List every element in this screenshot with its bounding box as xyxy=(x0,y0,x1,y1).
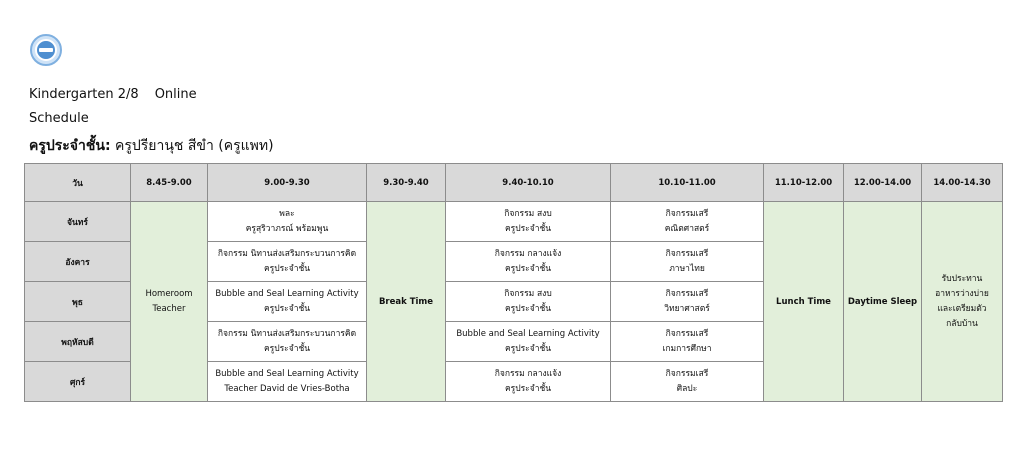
activity-subject: เกมการศึกษา xyxy=(662,343,712,354)
header-row xyxy=(25,164,1003,202)
teacher-line xyxy=(29,135,274,157)
activity-teacher: Teacher David de Vries-Botha xyxy=(224,383,350,394)
activity-teacher: ครูประจำชั้น xyxy=(263,263,311,274)
homeroom-cell xyxy=(131,202,208,402)
column-header-day: วัน xyxy=(25,164,131,202)
activity-cell xyxy=(208,282,367,322)
table-row xyxy=(25,202,1003,242)
day-cell: อังคาร xyxy=(25,242,131,282)
snack-line: และเตรียมตัว xyxy=(937,303,987,314)
activity-teacher: ครูประจำชั้น xyxy=(504,263,552,274)
lunch-time-cell: Lunch Time xyxy=(764,202,844,402)
schedule-label: Schedule xyxy=(29,111,89,126)
activity-teacher: ครูประจำชั้น xyxy=(504,223,552,234)
class-mode: Online xyxy=(154,87,197,102)
column-header-time: 11.10-12.00 xyxy=(764,164,844,202)
activity-name: กิจกรรม กลางแจ้ง xyxy=(494,248,562,259)
teacher-label: ครูประจำชั้น: xyxy=(29,138,111,154)
activity-name: กิจกรรม สงบ xyxy=(504,288,552,299)
activity-cell xyxy=(611,242,764,282)
activity-subject: ภาษาไทย xyxy=(669,263,705,274)
activity-name: Bubble and Seal Learning Activity xyxy=(215,368,359,379)
activity-cell xyxy=(446,242,611,282)
teacher-name: ครูปรียานุช สีขำ (ครูแพท) xyxy=(110,138,274,154)
activity-cell xyxy=(208,362,367,402)
activity-subject: ศิลปะ xyxy=(676,383,698,394)
snack-line: รับประทาน xyxy=(941,273,983,284)
activity-subject: วิทยาศาสตร์ xyxy=(664,303,710,314)
activity-name: พละ xyxy=(279,208,295,219)
activity-cell xyxy=(611,362,764,402)
day-cell: พุธ xyxy=(25,282,131,322)
activity-cell xyxy=(446,322,611,362)
activity-name: กิจกรรมเสรี xyxy=(665,328,709,339)
homeroom-line: Teacher xyxy=(152,303,186,314)
column-header-time: 10.10-11.00 xyxy=(611,164,764,202)
activity-teacher: ครูประจำชั้น xyxy=(263,303,311,314)
column-header-time: 14.00-14.30 xyxy=(922,164,1003,202)
snack-line: กลับบ้าน xyxy=(946,318,978,329)
schedule-table xyxy=(24,163,1003,402)
activity-cell xyxy=(208,242,367,282)
column-header-time: 9.40-10.10 xyxy=(446,164,611,202)
activity-cell xyxy=(208,322,367,362)
activity-name: กิจกรรม กลางแจ้ง xyxy=(494,368,562,379)
column-header-time: 8.45-9.00 xyxy=(131,164,208,202)
activity-name: กิจกรรม นิทานส่งเสริมกระบวนการคิด xyxy=(217,248,357,259)
activity-cell xyxy=(611,202,764,242)
activity-cell xyxy=(611,282,764,322)
activity-name: กิจกรรม นิทานส่งเสริมกระบวนการคิด xyxy=(217,328,357,339)
activity-teacher: ครูประจำชั้น xyxy=(504,303,552,314)
school-seal-icon xyxy=(35,39,57,61)
activity-cell xyxy=(446,282,611,322)
column-header-time: 12.00-14.00 xyxy=(844,164,922,202)
activity-name: กิจกรรมเสรี xyxy=(665,208,709,219)
column-header-time: 9.00-9.30 xyxy=(208,164,367,202)
activity-name: กิจกรรมเสรี xyxy=(665,288,709,299)
activity-name: กิจกรรมเสรี xyxy=(665,368,709,379)
activity-cell xyxy=(446,362,611,402)
column-header-time: 9.30-9.40 xyxy=(367,164,446,202)
activity-cell xyxy=(446,202,611,242)
class-name: Kindergarten 2/8 xyxy=(29,87,139,102)
school-logo xyxy=(30,34,62,66)
activity-teacher: ครูประจำชั้น xyxy=(504,343,552,354)
activity-subject: คณิตศาสตร์ xyxy=(664,223,710,234)
activity-name: Bubble and Seal Learning Activity xyxy=(456,328,600,339)
daytime-sleep-cell: Daytime Sleep xyxy=(844,202,922,402)
activity-name: กิจกรรม สงบ xyxy=(504,208,552,219)
snack-line: อาหารว่างบ่าย xyxy=(935,288,989,299)
break-time-cell: Break Time xyxy=(367,202,446,402)
day-cell: ศุกร์ xyxy=(25,362,131,402)
day-cell: จันทร์ xyxy=(25,202,131,242)
homeroom-line: Homeroom xyxy=(145,288,193,299)
activity-cell xyxy=(611,322,764,362)
activity-teacher: ครูสุริวาภรณ์ พร้อมพูน xyxy=(245,223,329,234)
activity-teacher: ครูประจำชั้น xyxy=(263,343,311,354)
activity-name: กิจกรรมเสรี xyxy=(665,248,709,259)
day-cell: พฤหัสบดี xyxy=(25,322,131,362)
snack-and-home-cell xyxy=(922,202,1003,402)
activity-name: Bubble and Seal Learning Activity xyxy=(215,288,359,299)
class-title xyxy=(29,87,197,102)
activity-cell xyxy=(208,202,367,242)
activity-teacher: ครูประจำชั้น xyxy=(504,383,552,394)
